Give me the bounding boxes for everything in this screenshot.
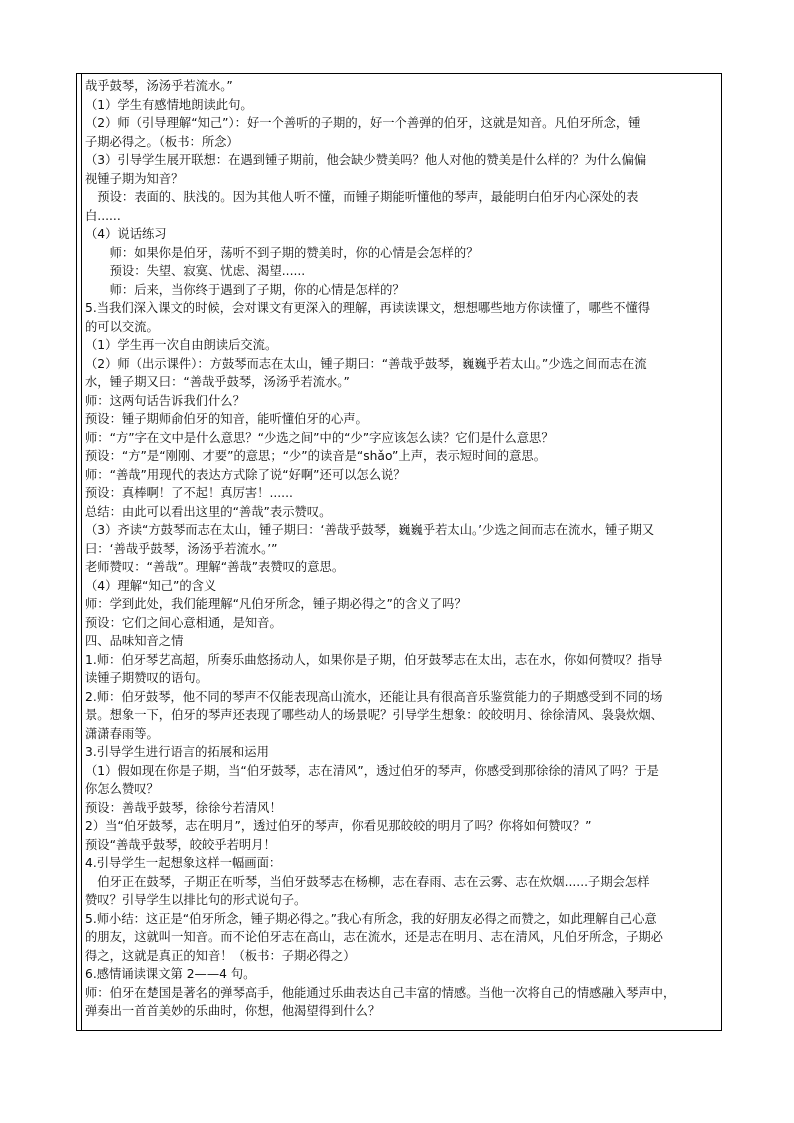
text-line: （1）学生再一次自由朗读后交流。 <box>85 338 278 352</box>
text-line: 师：后来，当你终于遇到了子期，你的心情是怎样的？ <box>85 282 405 297</box>
text-line: 水，锺子期又曰：“善哉乎鼓琴，汤汤乎若流水。” <box>85 375 350 389</box>
text-line: 师：学到此处，我们能理解“凡伯牙所念，锺子期必得之”的含义了吗？ <box>85 597 467 611</box>
text-line: 师：“方”字在文中是什么意思？“少选之间”中的“少”字应该怎么读？它们是什么意思？ <box>85 430 554 445</box>
text-line: 你怎么赞叹？ <box>85 782 159 796</box>
text-line: 的可以交流。 <box>85 319 159 334</box>
text-line: 老师赞叹：“善哉”。理解“善哉”表赞叹的意思。 <box>85 560 345 574</box>
text-line: 2）当“伯牙鼓琴，志在明月”，透过伯牙的琴声，你看见那皎皎的明月了吗？你将如何赞叹？” <box>85 819 592 833</box>
text-line: 师：“善哉”用现代的表达方式除了说“好啊”还可以怎么说？ <box>85 467 406 482</box>
text-line: 师：这两句话告诉我们什么？ <box>85 393 245 408</box>
text-line: 师：如果你是伯牙，荡听不到子期的赞美时，你的心情是会怎样的？ <box>85 245 479 260</box>
text-line: 2.师：伯牙鼓琴，他不同的琴声不仅能表现高山流水，还能让具有很高音乐鉴赏能力的子期感受到不同的场 <box>85 689 663 704</box>
text-line: 哉乎鼓琴，汤汤乎若流水。” <box>85 79 233 93</box>
text-line: 子期必得之。（板书：所念） <box>85 134 239 149</box>
text-line: 5.当我们深入课文的时候，会对课文有更深入的理解，再读读课文，想想哪些地方你读懂了，哪些不懂得 <box>85 301 651 315</box>
text-line: 预设：善哉乎鼓琴，徐徐兮若清风！ <box>85 800 282 815</box>
text-line: 4.引导学生一起想象这样一幅画面： <box>85 856 282 870</box>
text-line: （3）引导学生展开联想：在遇到锺子期前，他会缺少赞美吗？他人对他的赞美是什么样的？为什么偏偏 <box>85 153 647 167</box>
text-line: 白...... <box>85 208 121 223</box>
table-left-border-line <box>81 74 82 1030</box>
text-line: 得之，这就是真正的知音！（板书：子期必得之） <box>85 948 356 963</box>
text-line: 预设：失望、寂寞、忧虑、渴望...... <box>85 264 306 278</box>
text-line: （4）理解“知己”的含义 <box>85 578 217 593</box>
text-line: 弹奏出一首首美妙的乐曲时，你想，他渴望得到什么？ <box>85 1004 381 1018</box>
text-line: 预设：表面的、肤浅的。因为其他人听不懂，而锺子期能听懂他的琴声，最能明白伯牙内心深处的表 <box>85 190 639 204</box>
text-line: （1）假如现在你是子期，当“伯牙鼓琴，志在清风”，透过伯牙的琴声，你感受到那徐徐的清风了吗？于是 <box>85 763 659 778</box>
text-line: 景。想象一下，伯牙的琴声还表现了哪些动人的场景呢？引导学生想象：皎皎明月、徐徐清风、袅袅炊烟、 <box>85 708 663 722</box>
text-line: 6.感情诵读课文第 2——4 句。 <box>85 967 256 981</box>
lesson-plan-table-cell <box>76 73 722 1031</box>
lesson-text-body <box>85 77 715 1021</box>
text-line: 预设：锺子期师俞伯牙的知音，能听懂伯牙的心声。 <box>85 412 368 426</box>
text-line: （3）齐读“方鼓琴而志在太山，锺子期曰：‘善哉乎鼓琴，巍巍乎若太山。’少选之间而志在流水，锺子期又 <box>85 523 655 537</box>
text-line: （2）师（出示课件）：方鼓琴而志在太山，锺子期曰：“善哉乎鼓琴，巍巍乎若太山。”少选之间而志在流 <box>85 356 647 371</box>
text-line: 潇潇春雨等。 <box>85 726 159 741</box>
text-line: 预设：真棒啊！了不起！真厉害！...... <box>85 486 293 500</box>
text-line: 预设：“方”是“刚刚、才要”的意思；“少”的读音是“shǎo”上声，表示短时间的意思。 <box>85 449 546 463</box>
text-line: 总结：由此可以看出这里的“善哉”表示赞叹。 <box>85 504 332 519</box>
text-line: 预设：它们之间心意相通，是知音。 <box>85 615 282 630</box>
text-line: 预设“善哉乎鼓琴，皎皎乎若明月！ <box>85 837 276 852</box>
text-line: 视锺子期为知音？ <box>85 171 184 186</box>
text-line: 3.引导学生进行语言的拓展和运用 <box>85 745 269 759</box>
text-line: 师：伯牙在楚国是著名的弹琴高手，他能通过乐曲表达自己丰富的情感。当他一次将自己的情感融入琴声中， <box>85 985 676 1000</box>
text-line: （2）师（引导理解“知己”）：好一个善听的子期的，好一个善弹的伯牙，这就是知音。凡伯牙所念，锺 <box>85 116 641 130</box>
text-line: 1.师：伯牙琴艺高超，所奏乐曲悠扬动人，如果你是子期，伯牙鼓琴志在太出，志在水，你如何赞叹？指导 <box>85 652 663 667</box>
text-line: 赞叹？引导学生以排比句的形式说句子。 <box>85 893 307 907</box>
text-line: 5.师小结：这正是“伯牙所念，锺子期必得之。”我心有所念，我的好朋友必得之而赞之，如此理解自己心意 <box>85 911 657 926</box>
text-line: （4）说话练习 <box>85 227 167 241</box>
text-line: （1）学生有感情地朗读此句。 <box>85 97 253 112</box>
text-line: 四、品味知音之情 <box>85 634 184 648</box>
text-line: 曰：‘善哉乎鼓琴，汤汤乎若流水。’” <box>85 541 278 556</box>
text-line: 读锺子期赞叹的语句。 <box>85 671 208 685</box>
text-line: 伯牙正在鼓琴，子期正在听琴，当伯牙鼓琴志在杨柳，志在春雨、志在云雾、志在炊烟......子期会怎样 <box>85 874 650 889</box>
text-line: 的朋友，这就叫一知音。而不论伯牙志在高山，志在流水，还是志在明月、志在清风，凡伯牙所念，子期必 <box>85 930 663 944</box>
